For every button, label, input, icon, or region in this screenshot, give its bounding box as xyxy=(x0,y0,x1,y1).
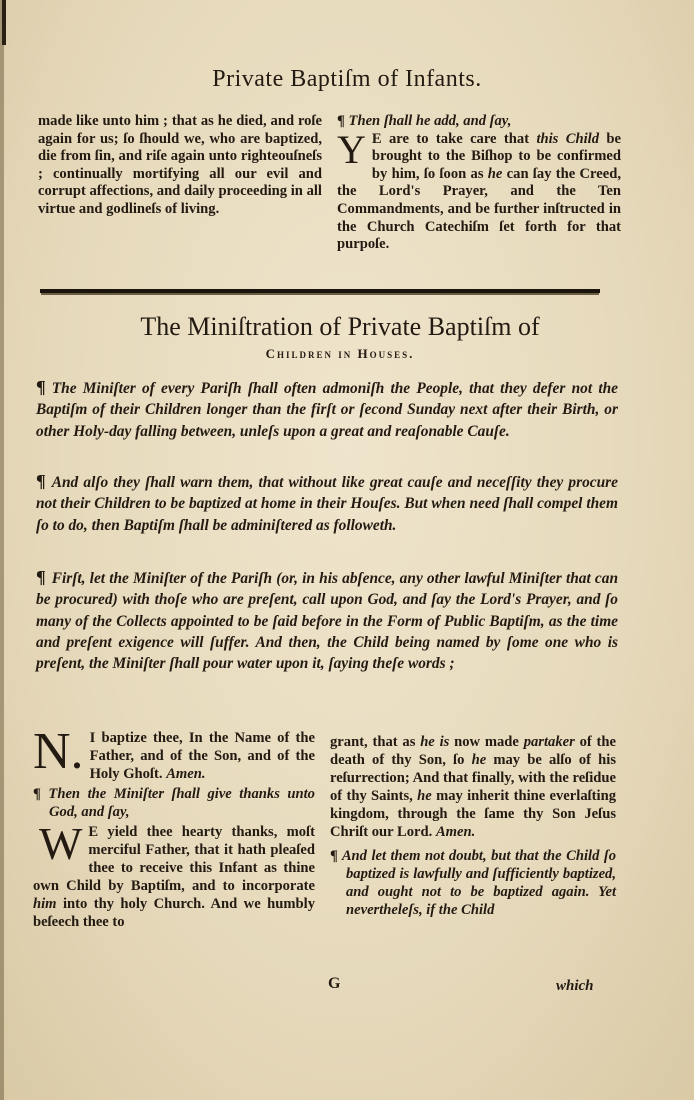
thanksgiving-prayer: W E yield thee hearty thanks, moſt merciful Father, that it hath pleaſed thee to receive this Infant as thine own Child by Baptiſm, and to incorporate him into thy holy Church. And we humbly beſeech thee to xyxy=(33,818,315,930)
signature-mark: G xyxy=(328,975,341,992)
rubric-3: ¶ Firſt, let the Miniſter of the Pariſh (or, in his abſence, any other lawful Miniſter that can be procured) with thoſe who are preſent, call upon God, and ſay the Lord's Prayer, and ſo many of the Collects appointed to be ſaid before in the Form of Public Baptiſm, as the time and preſent exigence will ſuffer. And then, the Child being named by ſome one who is preſent, the Miniſter ſhall pour water upon it, ſaying theſe words ; xyxy=(36,567,618,673)
section-title: The Miniſtration of Private Baptiſm of xyxy=(140,312,540,341)
section-divider-rule xyxy=(40,289,600,293)
top-right-column xyxy=(337,113,621,254)
baptism-formula: N. I baptize thee, In the Name of the Father, and of the Son, and of the Holy Ghoſt. Amen. xyxy=(33,723,315,782)
page-edge-shadow xyxy=(0,0,4,1100)
top-left-column xyxy=(38,113,322,219)
section-subtitle: Children in Houses. xyxy=(265,346,415,361)
rubric-1: ¶ The Miniſter of every Pariſh ſhall often admoniſh the People, that they defer not the Baptiſm of their Children longer than the firſt or ſecond Sunday next after their Birth, or other Holy-day falling between, unleſs upon a great and reaſonable Cauſe. xyxy=(36,377,618,440)
pilcrow-icon: ¶ xyxy=(330,848,338,864)
lower-left-column xyxy=(33,723,315,931)
lower-right-column xyxy=(330,733,616,921)
drop-cap-n: N. xyxy=(33,723,84,780)
doubt-rubric: ¶ And let them not doubt, but that the Child ſo baptized is lawfully and ſufficiently baptized, and ought not to be baptized again. Yet nevertheleſs, if the Child xyxy=(330,848,616,918)
prayer-continuation: grant, that as he is now made partaker of the death of thy Son, ſo he may be alſo of his reſurrection; And that finally, with the reſidue of thy Saints, he may inherit thine everlaſting kingdom, through the ſame thy Son Jeſus Chriſt our Lord. Amen. xyxy=(330,734,616,840)
pilcrow-icon: ¶ xyxy=(36,377,46,397)
binding-mark xyxy=(2,0,6,45)
pilcrow-icon: ¶ xyxy=(36,471,46,491)
top-right-text: Y E are to take care that this Child be brought to the Biſhop to be confirmed by him, ſo ſoon as he can ſay the Creed, the Lord's Prayer, and the Ten Commandments, and be further inſtructed in the Church Catechiſm ſet forth for that purpoſe. xyxy=(337,126,621,253)
pilcrow-icon: ¶ xyxy=(33,786,41,802)
pilcrow-icon: ¶ xyxy=(337,113,345,129)
drop-cap-y: Y xyxy=(337,126,366,172)
top-left-text: made like unto him ; that as he died, and roſe again for us; ſo ſhould we, who are baptized, die from ſin, and riſe again unto righteouſneſs ; continually mortifying all our evil and corrupt affections, and daily proceeding in all virtue and godlineſs of living. xyxy=(38,113,322,217)
top-right-rubric: ¶ Then ſhall he add, and ſay, xyxy=(337,113,512,129)
catchword: which xyxy=(556,978,594,994)
running-header: Private Baptiſm of Infants. xyxy=(212,66,482,92)
pilcrow-icon: ¶ xyxy=(36,567,46,587)
thanks-rubric: ¶ Then the Miniſter ſhall give thanks unto God, and ſay, xyxy=(33,786,315,820)
drop-cap-w: W xyxy=(39,818,83,869)
rubric-2: ¶ And alſo they ſhall warn them, that without like great cauſe and neceſſity they procure not their Children to be baptized at home in their Houſes. But when need ſhall compel them ſo to do, then Baptiſm ſhall be adminiſtered as followeth. xyxy=(36,471,618,534)
